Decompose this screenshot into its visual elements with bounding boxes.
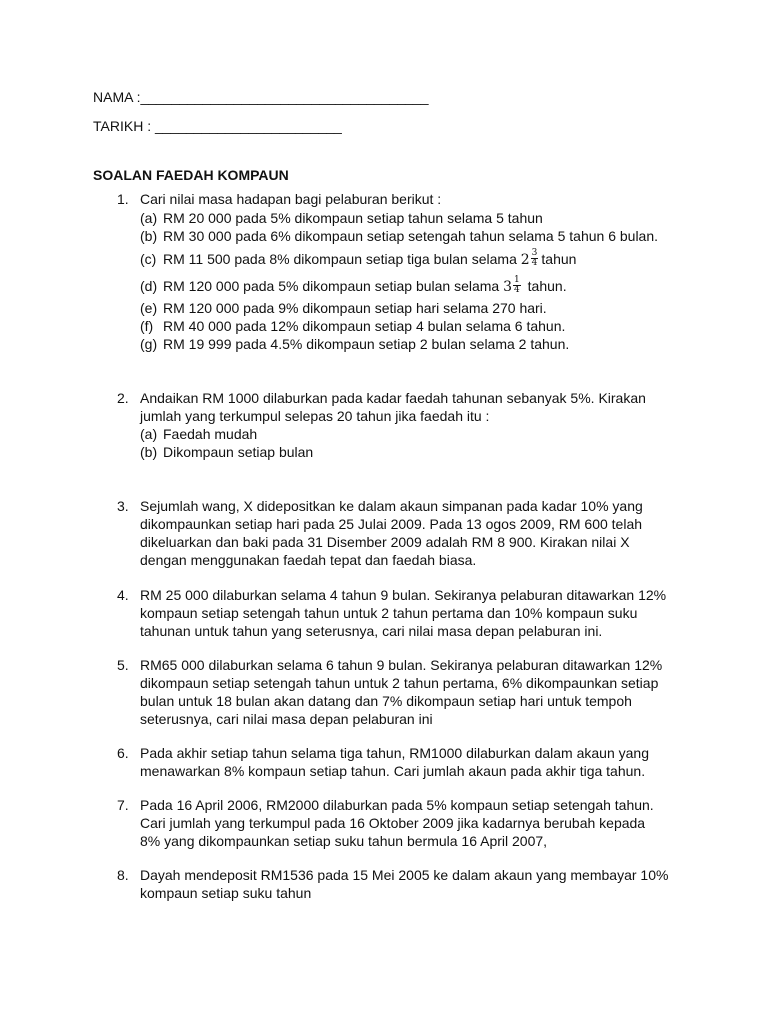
- sub-question-b: [140, 443, 313, 461]
- sub-question-f: [140, 317, 565, 335]
- sub-question-c: [140, 247, 577, 270]
- question-text-line: RM 25 000 dilaburkan selama 4 tahun 9 bulan. Sekiranya pelaburan ditawarkan 12%: [140, 587, 667, 603]
- question-text-line: RM65 000 dilaburkan selama 6 tahun 9 bulan. Sekiranya pelaburan ditawarkan 12%: [140, 657, 663, 673]
- question-text-line: Pada akhir setiap tahun selama tiga tahun, RM1000 dilaburkan dalam akaun yang: [140, 745, 649, 761]
- sub-question-text: RM 120 000 pada 5% dikompaun setiap bulan selama: [163, 278, 500, 294]
- question-text-line: Cari jumlah yang terkumpul pada 16 Oktober 2009 jika kadarnya berubah kepada: [140, 815, 646, 831]
- question-number: 6.: [117, 745, 129, 761]
- sub-question-text: RM 120 000 pada 9% dikompaun setiap hari selama 270 hari.: [163, 300, 547, 316]
- sub-question-g: [140, 335, 569, 353]
- sub-question-d: [140, 274, 567, 297]
- sub-question-text-after: tahun: [541, 251, 577, 267]
- page-title: SOALAN FAEDAH KOMPAUN: [93, 167, 289, 183]
- question-number: 5.: [117, 657, 129, 673]
- question-number: 3.: [117, 498, 129, 514]
- question-text-line: seterusnya, cari nilai masa depan pelaburan ini: [140, 711, 433, 727]
- sub-question-label: (e): [140, 300, 158, 316]
- sub-question-a: [140, 209, 543, 227]
- sub-question-label: (a): [140, 426, 158, 442]
- sub-question-text-after: tahun.: [523, 278, 567, 294]
- question-text-line: kompaun setiap suku tahun: [140, 885, 312, 901]
- question-text-line: tahunan untuk tahun yang seterusnya, cari nilai masa depan pelaburan ini.: [140, 623, 603, 639]
- sub-question-text: RM 11 500 pada 8% dikompaun setiap tiga bulan selama: [163, 251, 517, 267]
- question-text-line: 8% yang dikompaunkan setiap suku tahun bermula 16 April 2007,: [140, 833, 548, 849]
- question-text-line: Sejumlah wang, X didepositkan ke dalam akaun simpanan pada kadar 10% yang: [140, 498, 643, 514]
- question-number: 8.: [117, 867, 129, 883]
- sub-question-label: (b): [140, 228, 158, 244]
- fraction: [513, 276, 521, 295]
- question-number: 2.: [117, 390, 129, 406]
- question-text-line: jumlah yang terkumpul selepas 20 tahun jika faedah itu :: [140, 408, 490, 424]
- sub-question-text: Faedah mudah: [163, 426, 258, 442]
- question-text-line: bulan untuk 18 bulan akan datang dan 7% dikompaun setiap hari untuk tempoh: [140, 693, 632, 709]
- question-text-line: Pada 16 April 2006, RM2000 dilaburkan pada 5% kompaun setiap setengah tahun.: [140, 797, 654, 813]
- sub-question-text: RM 20 000 pada 5% dikompaun setiap tahun selama 5 tahun: [163, 210, 543, 226]
- sub-question-text: Dikompaun setiap bulan: [163, 444, 314, 460]
- sub-question-label: (a): [140, 210, 158, 226]
- question-text-line: dikompaun setiap setengah tahun untuk 2 tahun pertama, 6% dikompaunkan setiap: [140, 675, 659, 691]
- date-field-label: TARIKH : ________________________: [93, 118, 342, 134]
- sub-question-a: [140, 425, 257, 443]
- question-text-line: Cari nilai masa hadapan bagi pelaburan berikut :: [140, 191, 442, 207]
- sub-question-text: RM 30 000 pada 6% dikompaun setiap setengah tahun selama 5 tahun 6 bulan.: [163, 228, 659, 244]
- sub-question-label: (c): [140, 251, 157, 267]
- fraction: [531, 249, 539, 268]
- sub-question-label: (f): [140, 318, 154, 334]
- sub-question-text: RM 19 999 pada 4.5% dikompaun setiap 2 bulan selama 2 tahun.: [163, 336, 570, 352]
- question-text-line: Dayah mendeposit RM1536 pada 15 Mei 2005 ke dalam akaun yang membayar 10%: [140, 867, 669, 883]
- mixed-number-whole: 2: [520, 252, 530, 268]
- fraction-denominator: 4: [531, 257, 538, 268]
- question-text-line: dengan menggunakan faedah tepat dan faedah biasa.: [140, 552, 477, 568]
- question-number: 7.: [117, 797, 129, 813]
- mixed-number-whole: 3: [503, 279, 513, 295]
- question-number: 4.: [117, 587, 129, 603]
- fraction-denominator: 4: [514, 284, 520, 295]
- question-text-line: Andaikan RM 1000 dilaburkan pada kadar faedah tahunan sebanyak 5%. Kirakan: [140, 390, 646, 406]
- fraction-numerator: 1: [514, 274, 520, 285]
- fraction-numerator: 3: [531, 247, 538, 258]
- question-text-line: kompaun setiap setengah tahun untuk 2 tahun pertama dan 10% kompaun suku: [140, 605, 638, 621]
- question-number: 1.: [117, 191, 129, 207]
- question-text-line: dikompaunkan setiap hari pada 25 Julai 2009. Pada 13 ogos 2009, RM 600 telah: [140, 516, 643, 532]
- question-text-line: dikeluarkan dan baki pada 31 Disember 2009 adalah RM 8 900. Kirakan nilai X: [140, 534, 630, 550]
- question-text-line: menawarkan 8% kompaun setiap tahun. Cari jumlah akaun pada akhir tiga tahun.: [140, 763, 646, 779]
- name-field-label: NAMA :_____________________________________: [93, 89, 429, 105]
- sub-question-label: (g): [140, 336, 158, 352]
- sub-question-label: (b): [140, 444, 158, 460]
- sub-question-text: RM 40 000 pada 12% dikompaun setiap 4 bulan selama 6 tahun.: [163, 318, 566, 334]
- sub-question-e: [140, 299, 547, 317]
- sub-question-label: (d): [140, 278, 158, 294]
- sub-question-b: [140, 227, 658, 245]
